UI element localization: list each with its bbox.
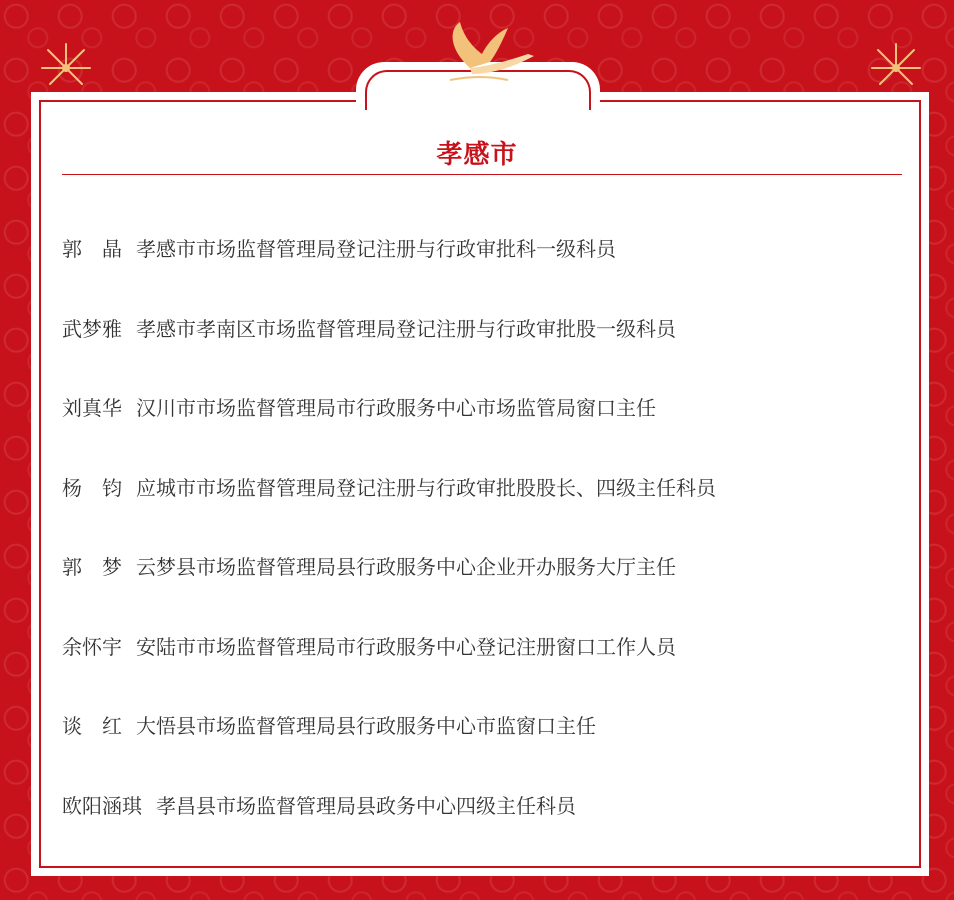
person-position: 孝感市市场监督管理局登记注册与行政审批科一级科员 bbox=[136, 237, 616, 261]
title-divider bbox=[62, 174, 902, 175]
person-position: 应城市市场监督管理局登记注册与行政审批股股长、四级主任科员 bbox=[136, 475, 716, 500]
person-position: 孝昌县市场监督管理局县政务中心四级主任科员 bbox=[156, 793, 576, 818]
firework-icon bbox=[36, 38, 96, 98]
person-position: 云梦县市场监督管理局县行政服务中心企业开办服务大厅主任 bbox=[136, 555, 676, 579]
person-position: 汉川市市场监督管理局市行政服务中心市场监管局窗口主任 bbox=[136, 396, 656, 420]
list-item bbox=[62, 631, 922, 711]
person-position: 大悟县市场监督管理局县行政服务中心市监窗口主任 bbox=[136, 714, 596, 738]
list-item bbox=[62, 790, 922, 870]
page-title: 孝感市 bbox=[436, 140, 518, 170]
person-position: 安陆市市场监督管理局市行政服务中心登记注册窗口工作人员 bbox=[136, 634, 676, 659]
list-item bbox=[62, 233, 922, 313]
crane-icon bbox=[430, 20, 540, 90]
list-item bbox=[62, 472, 922, 552]
person-name: 郭 梦 bbox=[62, 555, 122, 579]
list-item bbox=[62, 392, 922, 472]
honoree-list bbox=[62, 233, 922, 869]
list-item bbox=[62, 710, 922, 790]
person-name: 武梦雅 bbox=[62, 316, 122, 341]
list-item bbox=[62, 313, 922, 393]
person-name: 郭 晶 bbox=[62, 237, 122, 261]
person-name: 刘真华 bbox=[62, 396, 122, 420]
person-name: 余怀宇 bbox=[62, 634, 122, 659]
person-position: 孝感市孝南区市场监督管理局登记注册与行政审批股一级科员 bbox=[136, 316, 676, 341]
person-name: 欧阳涵琪 bbox=[62, 793, 142, 818]
firework-icon bbox=[866, 38, 926, 98]
list-item bbox=[62, 551, 922, 631]
person-name: 谈 红 bbox=[62, 714, 122, 738]
person-name: 杨 钧 bbox=[62, 475, 122, 500]
